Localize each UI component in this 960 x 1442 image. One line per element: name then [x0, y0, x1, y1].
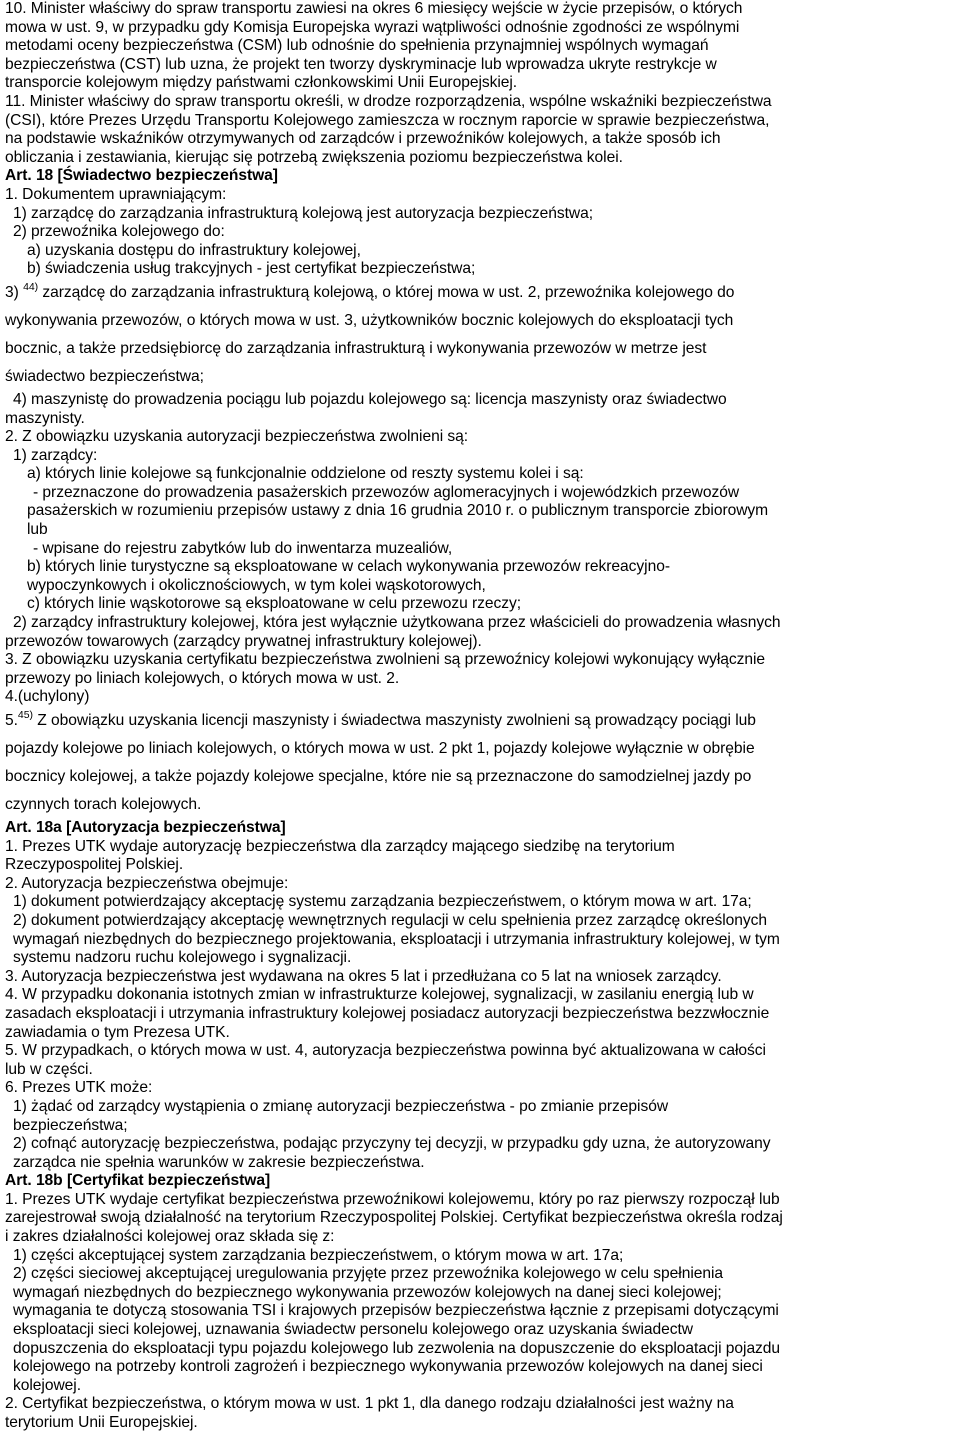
- text-line: 1) zarządcy:: [13, 446, 98, 464]
- text-line: Rzeczypospolitej Polskiej.: [5, 856, 184, 874]
- text-line: 3. Z obowiązku uzyskania certyfikatu bezpieczeństwa zwolnieni są przewoźnicy kolejowi wykonujący wyłącznie: [5, 651, 766, 669]
- text-line: 2. Z obowiązku uzyskania autoryzacji bezpieczeństwa zwolnieni są:: [5, 428, 469, 446]
- text-line: pasażerskich w rozumieniu przepisów ustawy z dnia 16 grudnia 2010 r. o publicznym transporcie zbiorowym: [27, 502, 769, 520]
- text-line: 2) przewoźnika kolejowego do:: [13, 223, 225, 241]
- text-line: 4. W przypadku dokonania istotnych zmian w infrastrukturze kolejowej, sygnalizacji, w zasilaniu energią lub w: [5, 986, 754, 1004]
- text-line: systemu nadzoru ruchu kolejowego i sygnalizacji.: [13, 949, 352, 967]
- document-page: [5, 0, 955, 1433]
- text-line: kolejowego na potrzeby kontroli zagrożeń i bezpiecznego wykonywania przewozów kolejowych na danej sieci: [13, 1358, 763, 1376]
- article-heading: Art. 18b [Certyfikat bezpieczeństwa]: [5, 1172, 271, 1190]
- text-line: 2) części sieciowej akceptującej uregulowania przyjęte przez przewoźnika kolejowego w celu spełnienia: [13, 1265, 724, 1283]
- text-line: a) uzyskania dostępu do infrastruktury kolejowej,: [27, 241, 361, 259]
- text-span: Z obowiązku uzyskania licencji maszynisty i świadectwa maszynisty zwolnieni są prowadzący pociągi lub: [37, 712, 756, 729]
- text-line: mowa w ust. 9, w przypadku gdy Komisja Europejska wyrazi wątpliwości odnośnie zgodności ze wspólnymi: [5, 18, 740, 36]
- text-line: lub w części.: [5, 1060, 93, 1078]
- text-line: 1) dokument potwierdzający akceptację systemu zarządzania bezpieczeństwem, o którym mowa w art. 17a;: [13, 893, 752, 911]
- text-line: [5, 279, 955, 307]
- text-line: 11. Minister właściwy do spraw transportu określi, w drodze rozporządzenia, wspólne wskaźniki bezpieczeństwa: [5, 92, 772, 110]
- text-line: transporcie kolejowym między państwami członkowskimi Unii Europejskiej.: [5, 74, 518, 92]
- paragraph-number: 5.: [5, 712, 18, 729]
- text-line: dopuszczenia do eksploatacji typu pojazdu kolejowego lub zezwolenia na dopuszczenie do eksploatacji pojazdu: [13, 1339, 781, 1357]
- text-line: 2. Certyfikat bezpieczeństwa, o którym mowa w ust. 1 pkt 1, dla danego rodzaju działalności jest ważny na: [5, 1395, 734, 1413]
- text-line: 3. Autoryzacja bezpieczeństwa jest wydawana na okres 5 lat i przedłużana co 5 lat na wniosek zarządcy.: [5, 967, 722, 985]
- text-line: 2) dokument potwierdzający akceptację wewnętrznych regulacji w celu spełnienia przez zarządcę określonych: [13, 911, 768, 929]
- text-line: 1. Dokumentem uprawniającym:: [5, 185, 227, 203]
- text-line: 2. Autoryzacja bezpieczeństwa obejmuje:: [5, 874, 289, 892]
- text-line: metodami oceny bezpieczeństwa (CSM) lub odnośnie do spełnienia przynajmniej wspólnych wymagań: [5, 37, 709, 55]
- text-line: przewozów towarowych (zarządcy prywatnej infrastruktury kolejowej).: [5, 632, 482, 650]
- text-line: [5, 707, 955, 735]
- article-heading: Art. 18a [Autoryzacja bezpieczeństwa]: [5, 819, 286, 836]
- text-line: zasadach eksploatacji i utrzymania infrastruktury kolejowej posiadacz autoryzacji bezpieczeństwa bezzwłocznie: [5, 1004, 770, 1022]
- footnote-marker: 45): [17, 709, 33, 721]
- text-line: wykonywania przewozów, o których mowa w ust. 3, użytkowników bocznic kolejowych do eksploatacji tych: [5, 311, 734, 329]
- text-line: wymagań niezbędnych do bezpiecznego wykonywania przewozów kolejowych na danej sieci kolejowej;: [13, 1283, 722, 1301]
- text-line: a) których linie kolejowe są funkcjonalnie oddzielone od reszty systemu kolei i są:: [27, 465, 584, 483]
- text-line: zawiadamia o tym Prezesa UTK.: [5, 1023, 230, 1041]
- text-line: (CSI), które Prezes Urzędu Transportu Kolejowego zamieszcza w rocznym raporcie w sprawie bezpieczeństwa,: [5, 111, 770, 129]
- text-line: 5. W przypadkach, o których mowa w ust. 4, autoryzacja bezpieczeństwa powinna być aktualizowana w całości: [5, 1042, 766, 1060]
- text-line: eksploatacji sieci kolejowej, uznawania świadectw personelu kolejowego oraz uzyskania świadectw: [13, 1321, 693, 1339]
- text-line: maszynisty.: [5, 409, 85, 427]
- text-line: czynnych torach kolejowych.: [5, 796, 202, 813]
- text-line: świadectwo bezpieczeństwa;: [5, 367, 204, 385]
- text-line: 1. Prezes UTK wydaje certyfikat bezpieczeństwa przewoźnikowi kolejowemu, który po raz pierwszy rozpoczął lub: [5, 1190, 780, 1208]
- text-line: b) świadczenia usług trakcyjnych - jest certyfikat bezpieczeństwa;: [27, 260, 476, 278]
- text-line: wypoczynkowych i okolicznościowych, w tym kolei wąskotorowych,: [27, 576, 486, 594]
- text-line: bocznicy kolejowej, a także pojazdy kolejowe specjalne, które nie są przeznaczone do samodzielnej jazdy po: [5, 768, 752, 785]
- text-line: na podstawie wskaźników otrzymywanych od zarządców i przewoźników kolejowych, a także sposób ich: [5, 130, 721, 148]
- text-line: i zakres działalności kolejowej oraz składa się z:: [5, 1228, 335, 1246]
- text-line: 4.(uchylony): [5, 688, 90, 706]
- text-line: wymagania te dotyczą stosowania TSI i krajowych przepisów bezpieczeństwa łącznie z przepisami dotyczącymi: [13, 1302, 779, 1320]
- text-line: bezpieczeństwa;: [13, 1116, 128, 1134]
- text-line: b) których linie turystyczne są eksploatowane w celach wykonywania przewozów rekreacyjno-: [27, 558, 670, 576]
- text-line: 2) cofnąć autoryzację bezpieczeństwa, podając przyczyny tej decyzji, w przypadku gdy uzna, że autoryzowany: [13, 1135, 771, 1153]
- text-line: 1) części akceptującej system zarządzania bezpieczeństwem, o którym mowa w art. 17a;: [13, 1246, 624, 1264]
- text-line: 10. Minister właściwy do spraw transportu zawiesi na okres 6 miesięcy wejście w życie przepisów, o których: [5, 0, 743, 17]
- text-line: c) których linie wąskotorowe są eksploatowane w celu przewozu rzeczy;: [27, 595, 522, 613]
- text-span: zarządcę do zarządzania infrastrukturą kolejową, o której mowa w ust. 2, przewoźnika kolejowego do: [42, 283, 735, 301]
- text-line: - wpisane do rejestru zabytków lub do inwentarza muzealiów,: [33, 539, 453, 557]
- text-line: terytorium Unii Europejskiej.: [5, 1414, 198, 1431]
- text-line: 1) żądać od zarządcy wystąpienia o zmianę autoryzacji bezpieczeństwa - po zmianie przepisów: [13, 1097, 669, 1115]
- point-number: 3): [5, 283, 19, 301]
- footnote-marker: 44): [23, 280, 39, 293]
- article-heading: Art. 18 [Świadectwo bezpieczeństwa]: [5, 167, 278, 185]
- text-line: pojazdy kolejowe po liniach kolejowych, o których mowa w ust. 2 pkt 1, pojazdy kolejowe wyłącznie w obrębie: [5, 740, 755, 757]
- text-line: 1. Prezes UTK wydaje autoryzację bezpieczeństwa dla zarządcy mającego siedzibę na terytorium: [5, 837, 675, 855]
- text-line: 2) zarządcy infrastruktury kolejowej, która jest wyłącznie użytkowana przez właścicieli do prowadzenia własnych: [13, 614, 781, 632]
- text-line: bezpieczeństwa (CST) lub uzna, że projekt ten tworzy dyskryminacje lub wprowadza ukryte restrykcje w: [5, 55, 717, 73]
- text-line: - przeznaczone do prowadzenia pasażerskich przewozów aglomeracyjnych i wojewódzkich przewozów: [33, 483, 740, 501]
- text-line: 4) maszynistę do prowadzenia pociągu lub pojazdu kolejowego są: licencja maszynisty oraz świadectwo: [13, 390, 727, 408]
- text-line: zarządca nie spełnia warunków w zakresie bezpieczeństwa.: [13, 1153, 425, 1171]
- text-line: przewozy po liniach kolejowych, o których mowa w ust. 2.: [5, 669, 400, 687]
- text-line: lub: [27, 521, 48, 539]
- text-line: 1) zarządcę do zarządzania infrastrukturą kolejową jest autoryzacja bezpieczeństwa;: [13, 204, 594, 222]
- text-line: bocznic, a także przedsiębiorcę do zarządzania infrastrukturą i wykonywania przewozów w metrze jest: [5, 339, 707, 357]
- text-line: 6. Prezes UTK może:: [5, 1079, 153, 1097]
- text-line: obliczania i zestawiania, kierując się potrzebą zwiększenia poziomu bezpieczeństwa kolei.: [5, 148, 623, 166]
- text-line: zarejestrował swoją działalność na terytorium Rzeczypospolitej Polskiej. Certyfikat bezpieczeństwa określa rodzaj: [5, 1209, 783, 1227]
- text-line: wymagań niezbędnych do bezpiecznego projektowania, eksploatacji i utrzymania infrastruktury kolejowej, w tym: [13, 930, 780, 948]
- text-line: kolejowej.: [13, 1376, 81, 1394]
